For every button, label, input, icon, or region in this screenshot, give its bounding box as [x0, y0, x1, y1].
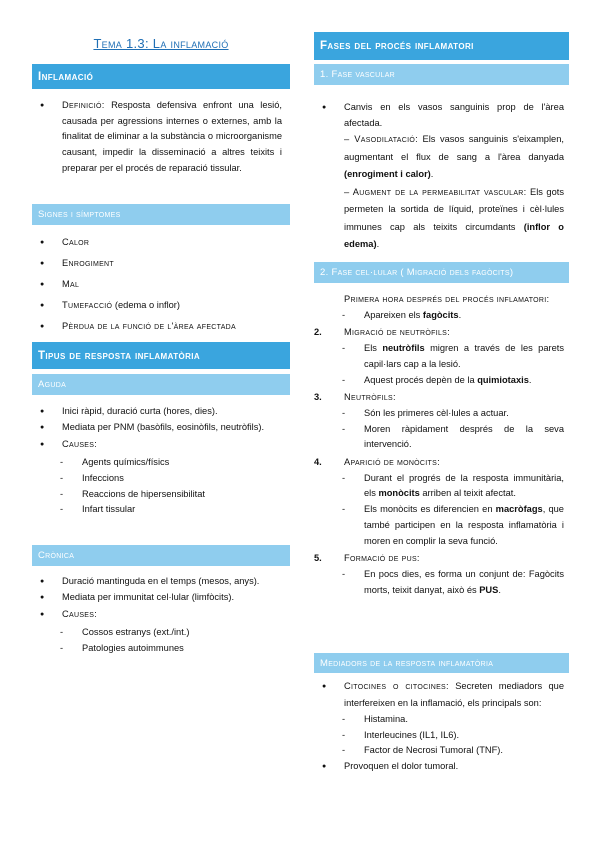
line-text: , que també participen en la resposta inflamatòria i moren en complir la seva funció.	[364, 504, 564, 546]
line-text: Són les primeres cèl·lules a actuar.	[364, 407, 509, 418]
citocines-text: Secreten mediadors que interfereixen en la inflamació, els principals son:	[344, 681, 564, 708]
cronica-block	[32, 574, 282, 657]
step-line	[314, 373, 564, 389]
cellular-block	[314, 292, 564, 598]
step-line	[314, 471, 564, 502]
vaso-bold: (enrogiment i calor)	[344, 169, 431, 180]
vascular-block	[314, 100, 564, 254]
mediadors-block	[314, 678, 564, 775]
step-number: 3.	[314, 392, 322, 403]
cronica-item: ● Duració mantinguda en el temps (mesos, anys).	[32, 574, 282, 590]
line-text: arriben al teixit afectat.	[419, 488, 516, 499]
line-bold: PUS	[479, 584, 499, 595]
step-number: 5.	[314, 553, 322, 564]
cause-item: - Reaccions de hipersensibilitat	[32, 487, 282, 503]
line-text: Els	[364, 343, 383, 354]
line-text: Aquest procés depèn de la	[364, 374, 478, 385]
definicio-block	[32, 98, 282, 177]
signe-item: ● Calor	[32, 232, 282, 253]
cronica-header: Crònica	[32, 545, 290, 566]
step-line	[314, 502, 564, 549]
line-text: Durant el progrés de la resposta immunitària, els	[364, 472, 564, 499]
citocina-item: - Factor de Necrosi Tumoral (TNF).	[314, 743, 564, 759]
step-line	[314, 567, 564, 598]
fases-header: Fases del procés inflamatori	[314, 32, 569, 60]
cause-item: - Patologies autoimmunes	[32, 641, 282, 657]
step-line	[314, 422, 564, 453]
cause-item: - Agents químics/físics	[32, 455, 282, 471]
step	[314, 390, 564, 406]
definicio-label: Definició:	[62, 100, 105, 110]
line-text: En pocs dies, es forma un conjunt de: Fagòcits morts, teixit danyat, això és	[364, 568, 564, 595]
definicio-item	[32, 98, 282, 177]
step-title: Migració de neutròfils:	[344, 327, 451, 338]
line-bold: neutròfils	[382, 343, 425, 354]
tumefaccio-label: Tumefacció	[62, 300, 113, 310]
step	[314, 455, 564, 471]
vaso-item: – Vasodilatació: Els vasos sanguinis s'eixamplen, augmentant el flux de sang a l'àrea danyada (enrogiment i calor).	[344, 134, 564, 180]
step-title: Primera hora després del procés inflamatori:	[344, 294, 550, 304]
step-line	[314, 341, 564, 372]
step-number: 4.	[314, 457, 322, 468]
step	[314, 551, 564, 567]
step	[314, 325, 564, 341]
vaso-label: – Vasodilatació:	[344, 134, 418, 145]
aguda-block	[32, 404, 282, 518]
citocina-item: - Histamina.	[314, 712, 564, 728]
line-bold: quimiotaxis	[477, 374, 529, 385]
definicio-text: Resposta defensiva enfront una lesió, causada per agressions internes o externes, amb la finalitat de eliminar a la substància o microorganisme causant, impedir la disseminació a altres teixits i preparar per el procés de reparació tissular.	[62, 100, 282, 173]
line-text: Apareixen els	[364, 309, 423, 320]
line-text: .	[498, 584, 501, 595]
aguda-item: ● Inici ràpid, duració curta (hores, dies).	[32, 404, 282, 420]
cellular-header: 2. Fase cel·lular ( Migració dels fagòcits)	[314, 262, 569, 283]
cause-item: - Infeccions	[32, 471, 282, 487]
line-text: .	[458, 309, 462, 320]
perm-text: Els gots permeten la sortida de líquid, proteïnes i cèl·lules immunes cap als teixits circumdants	[344, 186, 564, 232]
signe-item: ● Pèrdua de la funció de l'àrea afectada	[32, 316, 282, 337]
line-bold: monòcits	[378, 488, 420, 499]
cronica-causes-label: ● Causes:	[32, 607, 282, 623]
perm-label: – Augment de la permeabilitat vascular:	[344, 186, 527, 197]
vascular-header: 1. Fase vascular	[314, 64, 569, 85]
perm-item: – Augment de la permeabilitat vascular: Els gots permeten la sortida de líquid, proteïnes i cèl·lules immunes cap als teixits circumdants (inflor o edema).	[344, 186, 564, 250]
step-line	[314, 308, 564, 324]
line-text: .	[528, 374, 532, 385]
citocines-item	[314, 678, 564, 712]
step-title: Aparició de monòcits:	[344, 457, 440, 468]
aguda-item: ● Mediata per PNM (basòfils, eosinòfils, neutròfils).	[32, 420, 282, 436]
signe-item: ● Enrogiment	[32, 253, 282, 274]
tipus-header: Tipus de resposta inflamatòria	[32, 342, 290, 369]
aguda-causes-label: ● Causes:	[32, 437, 282, 453]
inflamacio-header: Inflamació	[32, 64, 290, 89]
perm-bold: (inflor o edema)	[344, 221, 564, 250]
dolor-item: ● Provoquen el dolor tumoral.	[314, 759, 564, 775]
line-text: migren a través de les parets capil·lars cap a la lesió.	[364, 343, 565, 369]
vascular-intro: ● Canvis en els vasos sanguinis prop de l'àrea afectada.	[314, 100, 564, 131]
mediadors-header: Mediadors de la resposta inflamatòria	[314, 653, 569, 673]
step	[314, 292, 564, 308]
line-text: Moren ràpidament després de la seva intervenció.	[364, 423, 564, 450]
line-text: Els monòcits es diferencien en	[364, 504, 496, 515]
step-title: Formació de pus:	[344, 553, 420, 564]
line-bold: macròfags	[495, 504, 543, 515]
step-title: Neutròfils:	[344, 392, 396, 403]
signes-header: Signes i símptomes	[32, 204, 290, 225]
page-title: Tema 1.3: La inflamació	[93, 36, 229, 51]
signes-list	[32, 232, 282, 337]
cause-item: - Infart tissular	[32, 502, 282, 518]
signe-item: ● Mal	[32, 274, 282, 295]
line-bold: fagòcits	[422, 309, 459, 320]
citocines-label: Citocines o citocines:	[344, 681, 449, 691]
cronica-item: ● Mediata per immunitat cel·lular (limfòcits).	[32, 590, 282, 606]
step-number: 2.	[314, 327, 322, 338]
cause-item: - Cossos estranys (ext./int.)	[32, 625, 282, 641]
aguda-header: Aguda	[32, 374, 290, 395]
signe-item	[32, 295, 282, 316]
citocina-item: - Interleucines (IL1, IL6).	[314, 728, 564, 744]
vaso-text: Els vasos sanguinis s'eixamplen, augmentant el flux de sang a l'àrea danyada	[344, 134, 564, 162]
tumefaccio-text: (edema o inflor)	[114, 300, 180, 310]
step-line	[314, 406, 564, 422]
